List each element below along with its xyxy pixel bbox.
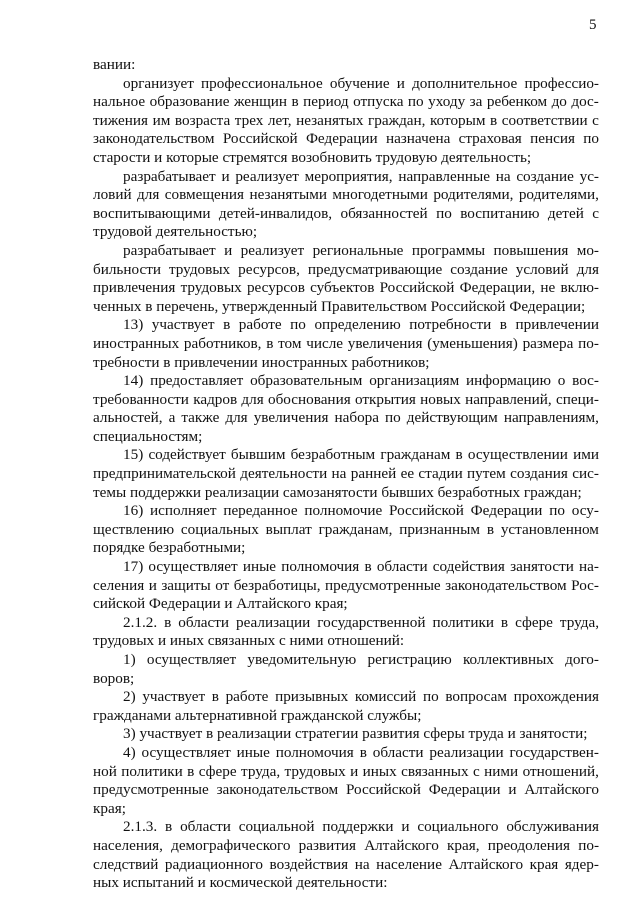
paragraph	[93, 168, 599, 242]
text-line: следствий радиационного воздействия на население Алтайского края ядер-	[93, 855, 599, 873]
text-line: 14) предоставляет образовательным организациям информацию о вос-	[123, 372, 599, 390]
text-line: воспитывающими детей-инвалидов, обязанностей по воспитанию детей с	[93, 204, 599, 222]
paragraph	[93, 502, 599, 558]
text-line: селения и защиты от безработицы, предусмотренные законодательством Рос-	[93, 576, 599, 594]
text-line: иностранных работников, в том числе увеличения (уменьшения) размера по-	[93, 334, 599, 352]
paragraph	[93, 242, 599, 316]
paragraph	[93, 614, 599, 651]
paragraph	[93, 651, 599, 688]
text-line: тижения им возраста трех лет, незанятых граждан, которым в соответствии с	[93, 111, 599, 129]
text-line: привлечения трудовых ресурсов субъектов Российской Федерации, не вклю-	[93, 279, 599, 297]
text-line: воров;	[93, 669, 135, 687]
paragraph	[93, 75, 599, 168]
text-line: требности в привлечении иностранных работников;	[93, 353, 430, 371]
text-line: 2.1.3. в области социальной поддержки и социального обслуживания	[123, 818, 599, 836]
paragraph	[93, 688, 599, 725]
text-line: разрабатывает и реализует мероприятия, направленные на создание ус-	[123, 167, 599, 185]
text-line: 16) исполняет переданное полномочие Российской Федерации по осу-	[123, 502, 599, 520]
paragraph	[93, 372, 599, 446]
text-line: бильности трудовых ресурсов, предусматривающие создание условий для	[93, 260, 599, 278]
text-line: 3) участвует в реализации стратегии развития сферы труда и занятости;	[123, 725, 588, 743]
paragraph	[93, 744, 599, 818]
text-line: 4) осуществляет иные полномочия в области реализации государствен-	[123, 743, 599, 761]
text-line: порядке безработными;	[93, 539, 246, 557]
text-line: специальностям;	[93, 427, 203, 445]
text-line: ченных в перечень, утвержденный Правительством Российской Федерации;	[93, 297, 586, 315]
text-line: ществлению социальных выплат гражданам, признанным в установленном	[93, 520, 599, 538]
paragraph	[93, 446, 599, 502]
text-line: разрабатывает и реализует региональные программы повышения мо-	[123, 241, 599, 259]
text-line: ных испытаний и космической деятельности:	[93, 874, 388, 892]
text-line: предпринимательской деятельности на ранней ее стадии путем создания сис-	[93, 465, 599, 483]
text-line: 13) участвует в работе по определению потребности в привлечении	[123, 316, 599, 334]
paragraph	[93, 725, 599, 744]
text-line: ной политики в сфере труда, трудовых и иных связанных с ними отношений,	[93, 762, 599, 780]
text-line: трудовой деятельностью;	[93, 223, 258, 241]
text-line: темы поддержки реализации самозанятости бывших безработных граждан;	[93, 483, 582, 501]
text-line: 17) осуществляет иные полномочия в области содействия занятости на-	[123, 558, 599, 576]
text-line: требованности кадров для обоснования открытия новых направлений, специ-	[93, 390, 599, 408]
text-line: ловий для совмещения незанятыми многодетными родителями, родителями,	[93, 186, 599, 204]
document-body	[93, 56, 599, 893]
paragraph	[93, 316, 599, 372]
paragraph	[93, 56, 599, 75]
text-line: сийской Федерации и Алтайского края;	[93, 595, 348, 613]
text-line: 15) содействует бывшим безработным гражданам в осуществлении ими	[123, 446, 599, 464]
text-line: организует профессиональное обучение и дополнительное профессио-	[123, 74, 599, 92]
text-line: старости и которые стремятся возобновить трудовую деятельность;	[93, 148, 532, 166]
paragraph	[93, 558, 599, 614]
text-line: вании:	[93, 56, 136, 73]
text-line: альностей, а также для увеличения набора по действующим направлениям,	[93, 409, 599, 427]
page-number: 5	[589, 17, 597, 33]
text-line: края;	[93, 799, 126, 817]
paragraph	[93, 818, 599, 892]
text-line: законодательством Российской Федерации назначена страховая пенсия по	[93, 130, 599, 148]
text-line: 1) осуществляет уведомительную регистрацию коллективных дого-	[123, 651, 599, 668]
text-line: предусмотренные законодательством Российской Федерации и Алтайского	[93, 781, 599, 799]
text-line: 2) участвует в работе призывных комиссий по вопросам прохождения	[123, 688, 599, 706]
text-line: 2.1.2. в области реализации государственной политики в сфере труда,	[123, 613, 599, 631]
text-line: населения, демографического развития Алтайского края, преодоления по-	[93, 836, 599, 854]
text-line: нальное образование женщин в период отпуска по уходу за ребенком до дос-	[93, 93, 599, 111]
text-line: трудовых и иных связанных с ними отношений:	[93, 632, 405, 650]
text-line: гражданами альтернативной гражданской службы;	[93, 706, 422, 724]
